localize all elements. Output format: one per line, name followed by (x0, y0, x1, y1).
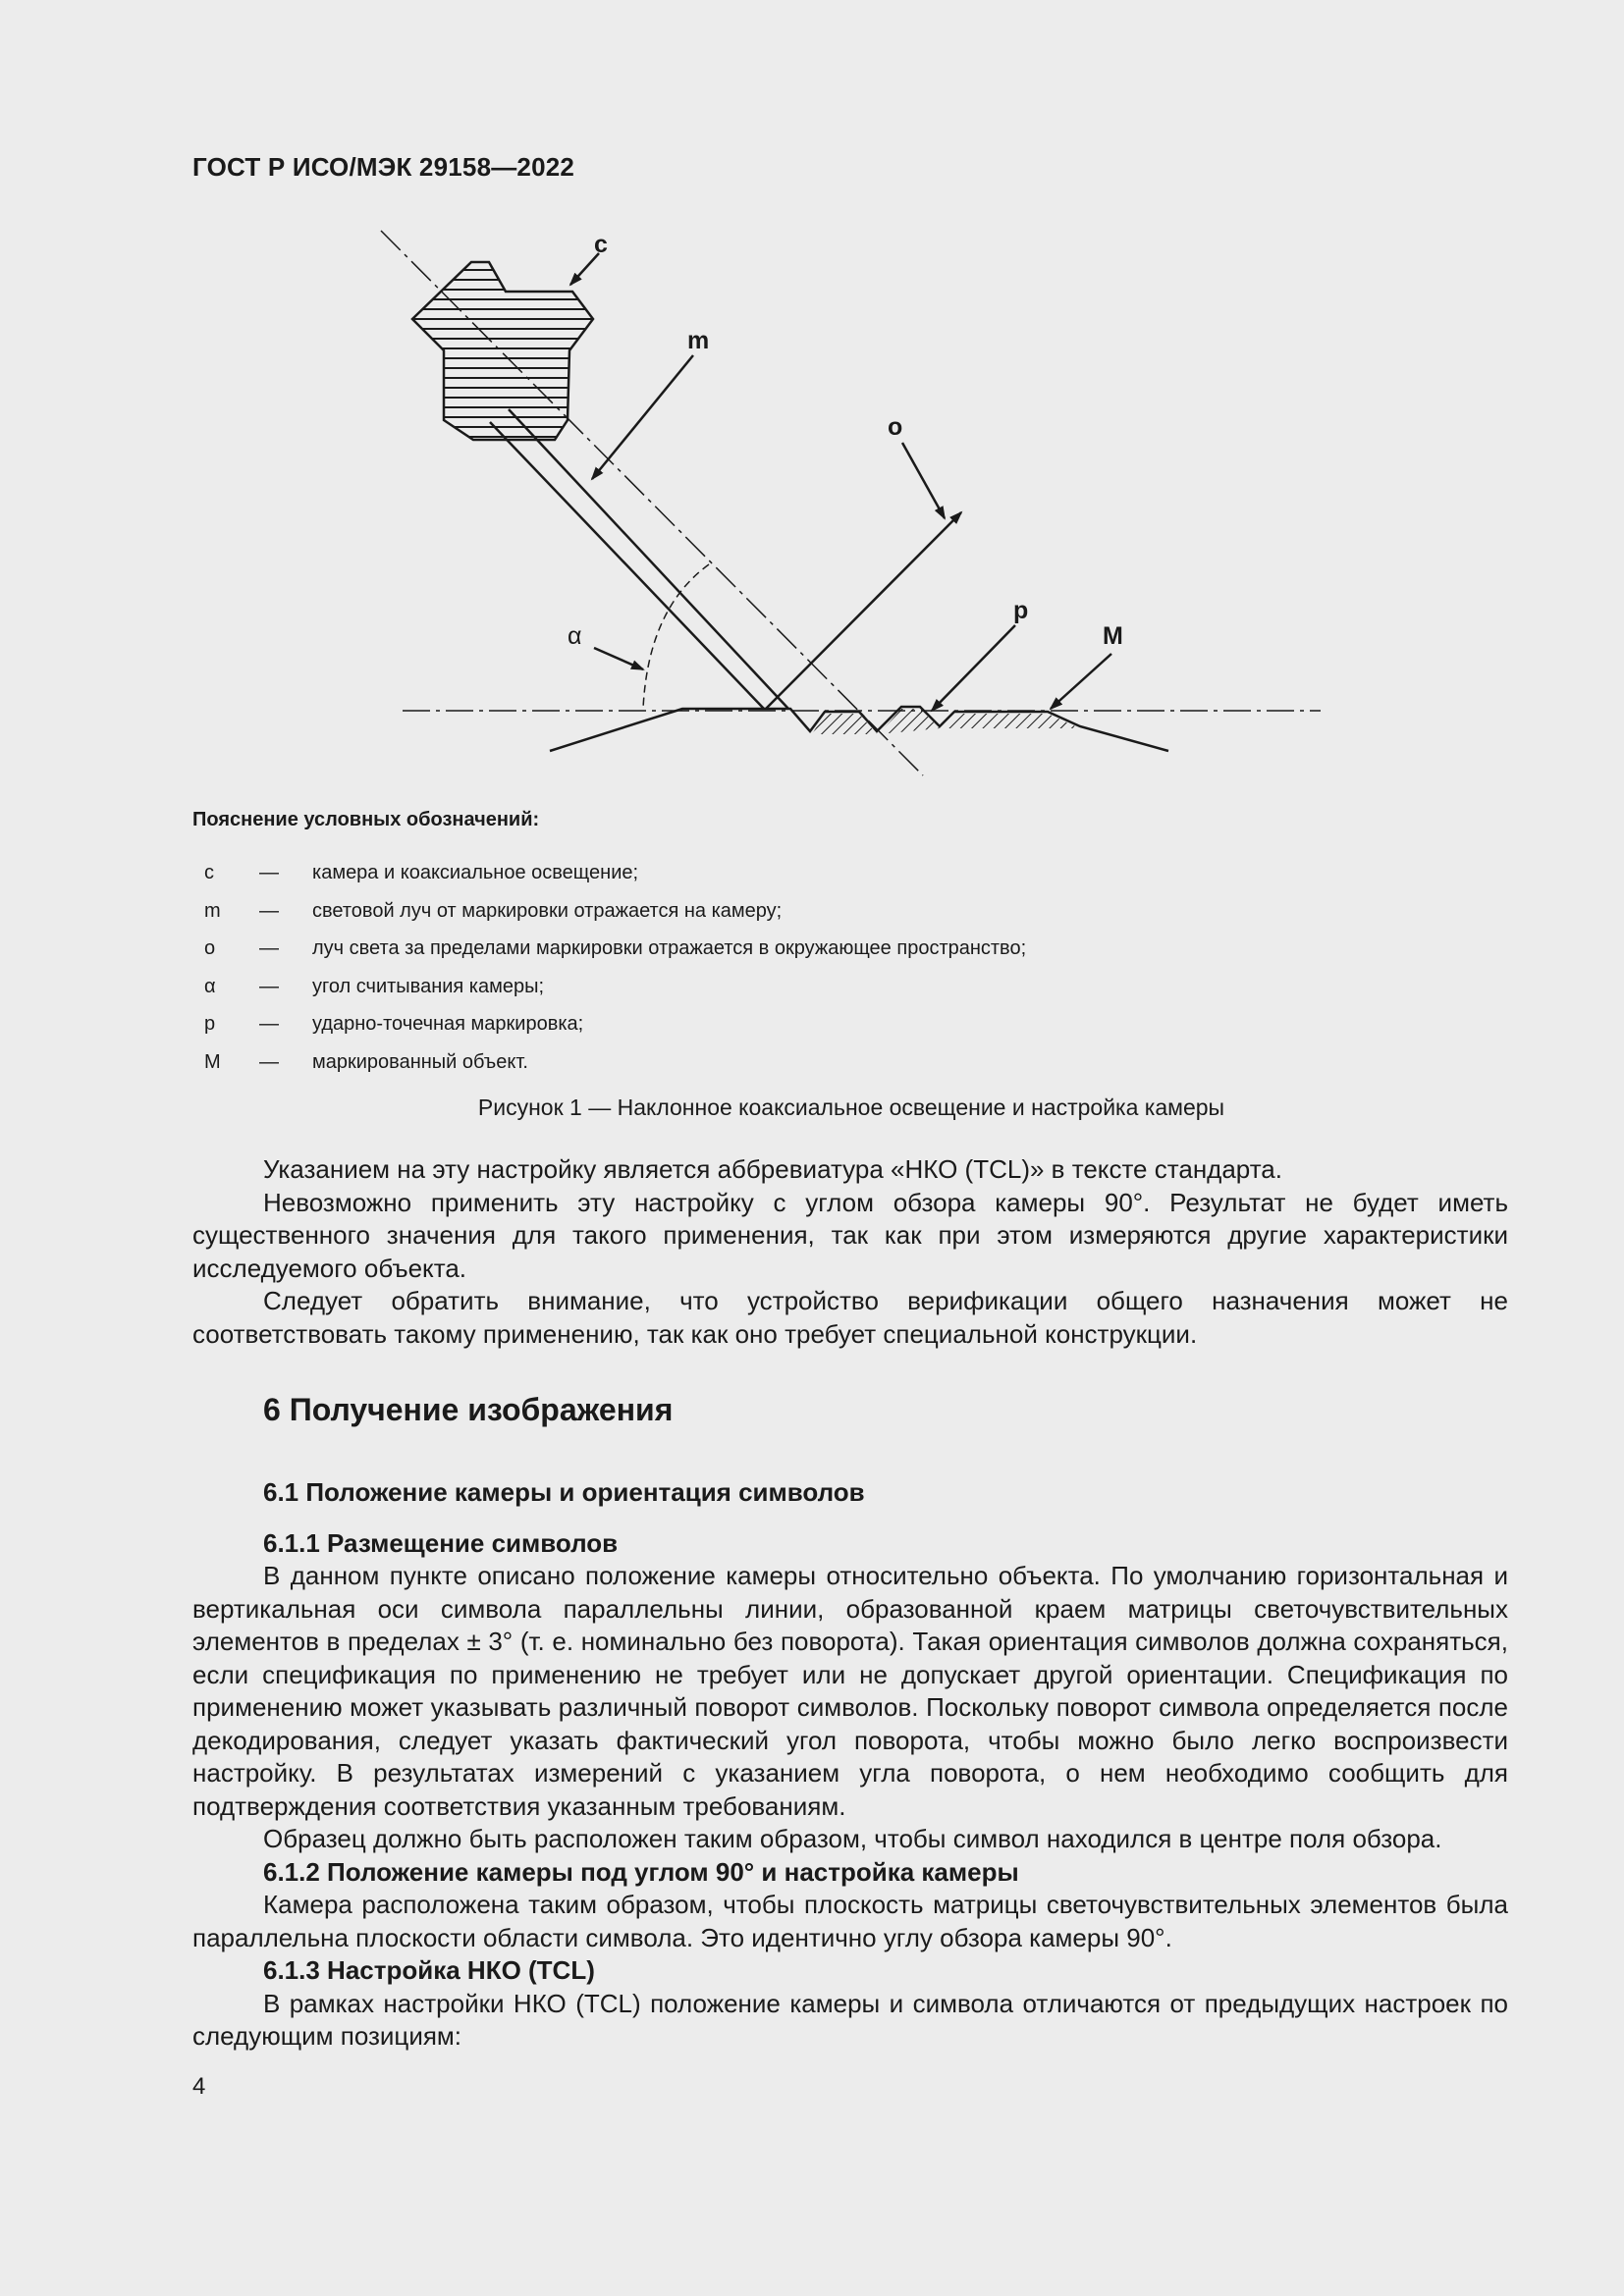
light-beam-m (490, 409, 788, 709)
legend-text: камера и коаксиальное освещение; (312, 862, 639, 883)
legend-text: ударно-точечная маркировка; (312, 1013, 584, 1035)
paragraph: В данном пункте описано положение камеры относительно объекта. По умолчанию горизонтальная и вертикальная оси символа параллельны линии, образованной краем матрицы светочувствительных элементов в пределах ± 3° (т. е. номинально без поворота). Такая ориентация символов должна сохраняться, если спецификация по применению не требует или не допускает другой ориентации. Спецификация по применению может указывать различный поворот символов. Поскольку поворот символа определяется после декодирования, следует указать фактический угол поворота, чтобы можно было легко воспроизвести настройку. В результатах измерений с указанием угла поворота, о нем необходимо сообщить для подтверждения соответствия указанным требованиям. (192, 1561, 1508, 1821)
legend-symbol: M (204, 1050, 221, 1073)
subsection-heading: 6.1.3 Настройка НКО (TCL) (263, 1955, 595, 1985)
legend-list (192, 862, 1469, 1089)
subsection-heading: 6.1 Положение камеры и ориентация символов (263, 1477, 865, 1507)
legend-item (192, 900, 1469, 938)
legend-dash: — (259, 1013, 279, 1035)
label-m: m (687, 327, 710, 354)
camera-axis (381, 231, 923, 775)
legend-dash: — (259, 937, 279, 959)
legend-text: угол считывания камеры; (312, 975, 545, 997)
label-alpha: α (568, 622, 582, 650)
legend-symbol: α (204, 975, 216, 997)
subsection-heading: 6.1.1 Размещение символов (263, 1527, 619, 1558)
legend-symbol: o (204, 937, 216, 959)
page-number: 4 (192, 2073, 206, 2100)
legend-item (192, 937, 1469, 976)
paragraph: Образец должно быть расположен таким образом, чтобы символ находился в центре поля обзора. (263, 1824, 1442, 1853)
legend-item (192, 1051, 1469, 1090)
section-heading: 6 Получение изображения (263, 1392, 674, 1427)
legend-item (192, 1013, 1469, 1051)
label-c: c (594, 231, 608, 258)
legend-title: Пояснение условных обозначений: (192, 809, 540, 830)
document-header: ГОСТ Р ИСО/МЭК 29158—2022 (192, 152, 575, 182)
figure-diagram (0, 0, 1624, 785)
subsection-heading: 6.1.2 Положение камеры под углом 90° и настройка камеры (263, 1856, 1019, 1887)
figure-labels (568, 231, 1123, 650)
paragraph: Камера расположена таким образом, чтобы плоскость матрицы светочувствительных элементов была параллельна плоскости области символа. Это идентично углу обзора камеры 90°. (192, 1890, 1508, 1952)
legend-symbol: p (204, 1013, 216, 1035)
label-o: o (888, 413, 903, 441)
legend-dash: — (259, 899, 279, 922)
intro-text (192, 1153, 1508, 1351)
legend-symbol: c (204, 862, 214, 883)
label-p: p (1013, 597, 1029, 624)
reflected-ray-o (766, 512, 961, 709)
paragraph: Указанием на эту настройку является аббревиатура «НКО (TCL)» в тексте стандарта. (263, 1154, 1282, 1184)
paragraph: В рамках настройки НКО (TCL) положение камеры и символа отличаются от предыдущих настроек по следующим позициям: (192, 1988, 1508, 2051)
camera-body (412, 262, 593, 440)
legend-text: маркированный объект. (312, 1050, 528, 1073)
figure-caption: Рисунок 1 — Наклонное коаксиальное освещение и настройка камеры (477, 1095, 1225, 1120)
angle-arc (643, 564, 709, 709)
legend-text: луч света за пределами маркировки отражается в окружающее пространство; (312, 937, 1027, 959)
label-M: M (1103, 622, 1123, 650)
legend-symbol: m (204, 899, 221, 922)
legend-dash: — (259, 1050, 279, 1073)
legend-item (192, 976, 1469, 1014)
paragraph: Следует обратить внимание, что устройство верификации общего назначения может не соответствовать такому применению, так как оно требует специальной конструкции. (192, 1286, 1508, 1349)
section-6-body (192, 1476, 1508, 2054)
paragraph: Невозможно применить эту настройку с углом обзора камеры 90°. Результат не будет иметь существенного значения для такого применения, так как при этом измеряются другие характеристики исследуемого объекта. (192, 1187, 1508, 1283)
legend-item (192, 862, 1469, 900)
leader-lines (570, 253, 1111, 711)
legend-text: световой луч от маркировки отражается на камеру; (312, 899, 783, 922)
legend-dash: — (259, 975, 279, 997)
legend-dash: — (259, 862, 279, 883)
